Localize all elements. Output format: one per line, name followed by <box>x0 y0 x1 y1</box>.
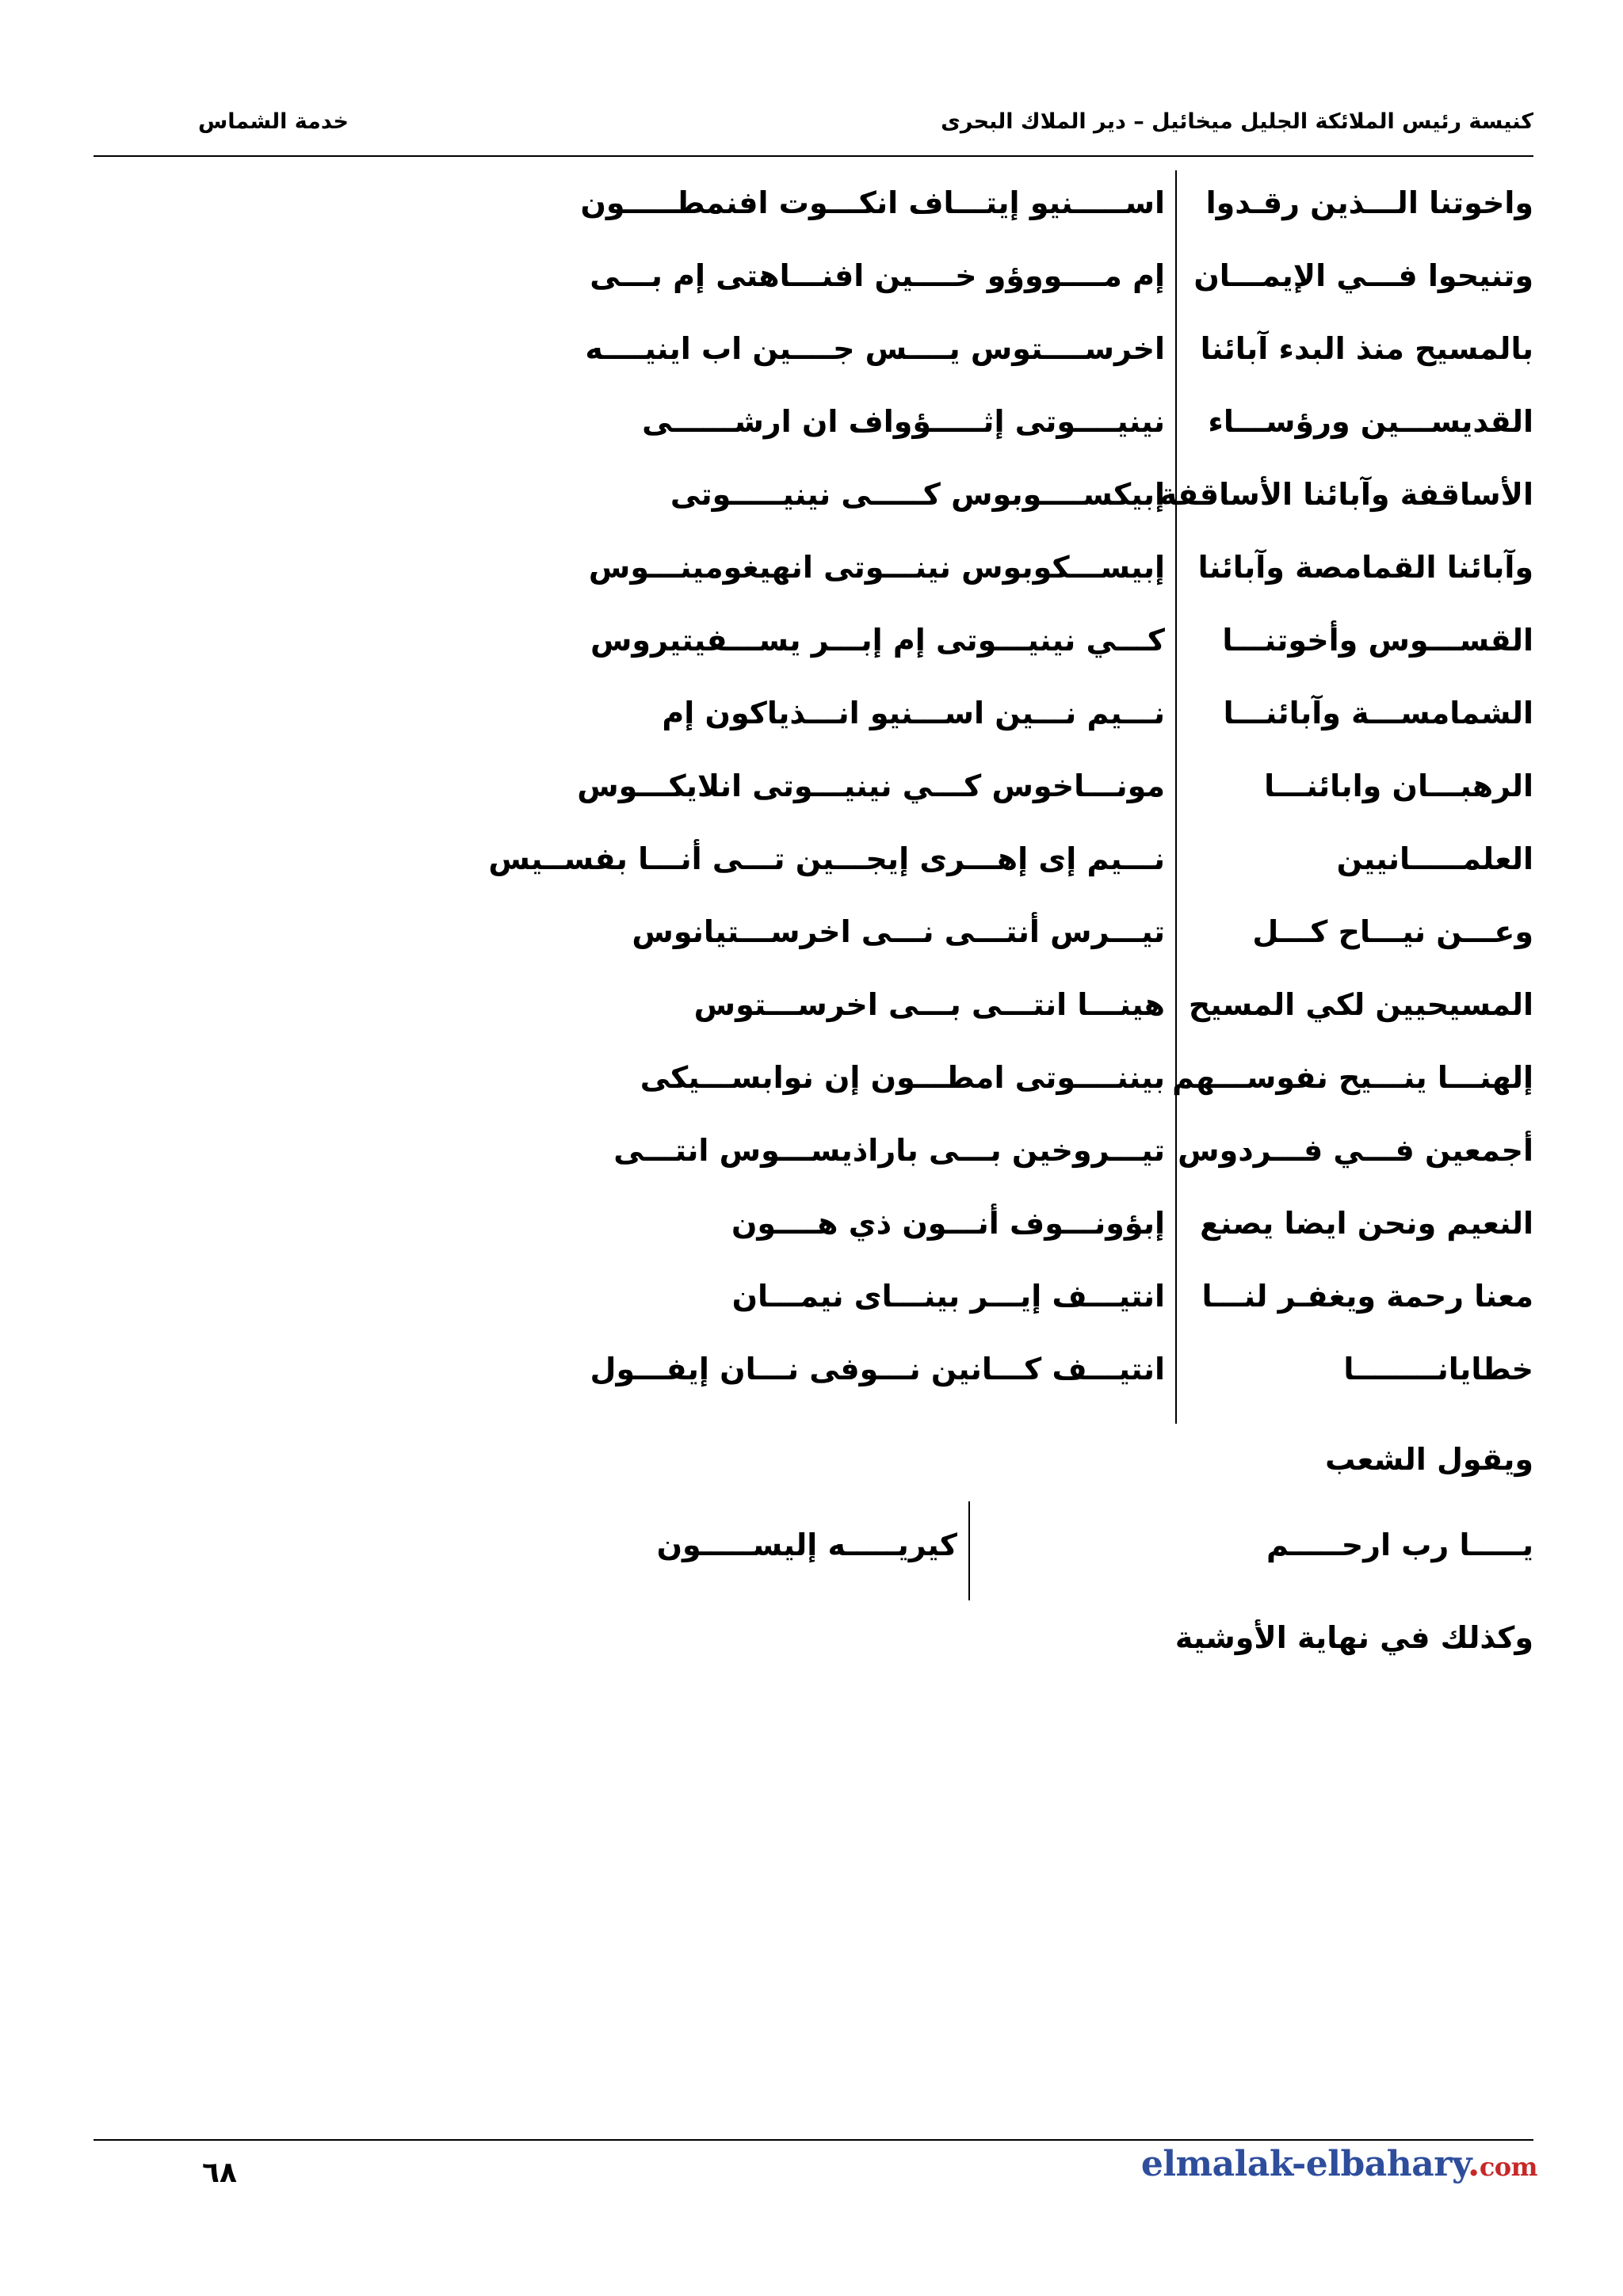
hymn-row <box>0 458 1623 531</box>
hymn-coptic-line: اســـــنيو إيتـــاف انكـــوت افنمطـــــون <box>580 185 1165 220</box>
header-section-title: خدمة الشماس <box>198 109 349 134</box>
footer-divider <box>94 2139 1533 2141</box>
logo-dot: . <box>1467 2144 1480 2184</box>
response-arabic: يـــــا رب ارحـــــم <box>1266 1527 1533 1562</box>
hymn-coptic-line: نينيــــوتى إثـــــؤواف ان ارشــــــى <box>642 404 1165 439</box>
hymn-coptic-line: نـــيم إى إهـــرى إيجـــين تـــى أنـــا بفســيس <box>488 841 1165 876</box>
hymn-row <box>0 749 1623 822</box>
hymn-coptic-line: إبؤونـــوف أنـــون ذي هــــون <box>731 1206 1165 1241</box>
site-logo <box>1141 2144 1537 2184</box>
hymn-coptic-line: إبيكســــوبوس كـــــى نينيـــــوتى <box>670 477 1165 512</box>
hymn-coptic-line: بيننــــوتى امطـــون إن نوابســـيكى <box>640 1060 1165 1095</box>
people-says-heading: ويقول الشعب <box>1325 1442 1533 1477</box>
hymn-row <box>0 895 1623 968</box>
hymn-row <box>0 604 1623 677</box>
hymn-arabic-line: القســـوس وأخوتنـــا <box>1222 623 1533 658</box>
hymn-coptic-line: إبيســـكوبوس نينـــوتى انهيغومينـــوس <box>588 550 1165 585</box>
hymn-row <box>0 1333 1623 1405</box>
end-note: وكذلك في نهاية الأوشية <box>1174 1620 1533 1655</box>
hymn-coptic-line: انتيـــف كـــانين نـــوفى نـــان إيفـــول <box>590 1352 1165 1386</box>
hymn-coptic-line: اخرســــتوس يــــس جــــين اب اينيــــه <box>585 331 1165 366</box>
response-row <box>0 1517 1623 1573</box>
hymn-arabic-line: الشمامســـة وآبائنـــا <box>1223 696 1533 730</box>
hymn-arabic-line: الأساقفة وآبائنا الأساقفة <box>1159 477 1533 512</box>
hymn-arabic-line: أجمعين فـــي فـــردوس <box>1178 1133 1533 1168</box>
hymn-row <box>0 312 1623 385</box>
hymn-arabic-line: وتنيحوا فـــي الإيمـــان <box>1193 258 1533 293</box>
response-column-divider <box>968 1501 970 1600</box>
hymn-arabic-line: الرهبـــان وابائنـــا <box>1264 769 1533 803</box>
hymn-arabic-line: العلمـــــانيين <box>1336 841 1533 876</box>
logo-main-text: elmalak-elbahary <box>1140 2144 1468 2184</box>
hymn-arabic-line: خطايانــــــــا <box>1343 1352 1533 1386</box>
hymn-row <box>0 822 1623 895</box>
hymn-row <box>0 1187 1623 1260</box>
hymn-arabic-line: بالمسيح منذ البدء آبائنا <box>1200 331 1533 366</box>
hymn-coptic-line: تيـــرس أنتـــى نـــى اخرســـتيانوس <box>632 914 1165 949</box>
hymn-arabic-line: النعيم ونحن ايضا يصنع <box>1200 1206 1533 1241</box>
hymn-arabic-line: إلهنـــا ينـــيح نفوســـهم <box>1172 1060 1533 1095</box>
hymn-row <box>0 677 1623 749</box>
hymn-coptic-line: انتيـــف إيـــر بينـــاى نيمـــان <box>731 1279 1165 1314</box>
page-number: ٦٨ <box>202 2157 237 2189</box>
hymn-arabic-line: وعـــن نيـــاح كـــل <box>1252 914 1533 949</box>
hymn-row <box>0 166 1623 239</box>
hymn-coptic-line: مونـــاخوس كـــي نينيـــوتى انلايكـــوس <box>577 769 1165 803</box>
hymn-row <box>0 968 1623 1041</box>
logo-tld: com <box>1479 2152 1537 2182</box>
hymn-coptic-line: كـــي نينيـــوتى إم إبـــر يســـفيتيروس <box>590 623 1165 658</box>
hymn-coptic-line: تيـــروخين بـــى باراذيســـوس انتـــى <box>613 1133 1165 1168</box>
hymn-coptic-line: إم مــــووؤو خــــين افنـــاهتى إم بـــى <box>590 258 1165 293</box>
hymn-row <box>0 1114 1623 1187</box>
hymn-arabic-line: معنا رحمة ويغفـر لنـــا <box>1201 1279 1533 1314</box>
hymn-row <box>0 385 1623 458</box>
hymn-arabic-line: المسيحيين لكي المسيح <box>1188 987 1533 1022</box>
hymn-coptic-line: هينـــا انتـــى بـــى اخرســـتوس <box>693 987 1165 1022</box>
response-coptic: كيريـــــه إليســـــون <box>656 1527 957 1562</box>
hymn-row <box>0 1260 1623 1333</box>
hymn-arabic-line: وآبائنا القمامصة وآبائنا <box>1197 550 1533 585</box>
header-divider <box>94 155 1533 157</box>
hymn-row <box>0 531 1623 604</box>
hymn-row <box>0 239 1623 312</box>
hymn-arabic-line: القديســـين ورؤســـاء <box>1208 404 1533 439</box>
header-church-title: كنيسة رئيس الملائكة الجليل ميخائيل – دير الملاك البحرى <box>941 109 1533 134</box>
hymn-row <box>0 1041 1623 1114</box>
hymn-arabic-line: واخوتنا الـــذين رقـدوا <box>1205 185 1533 220</box>
hymn-coptic-line: نـــيم نـــين اســـنيو انـــذياكون إم <box>662 696 1165 730</box>
